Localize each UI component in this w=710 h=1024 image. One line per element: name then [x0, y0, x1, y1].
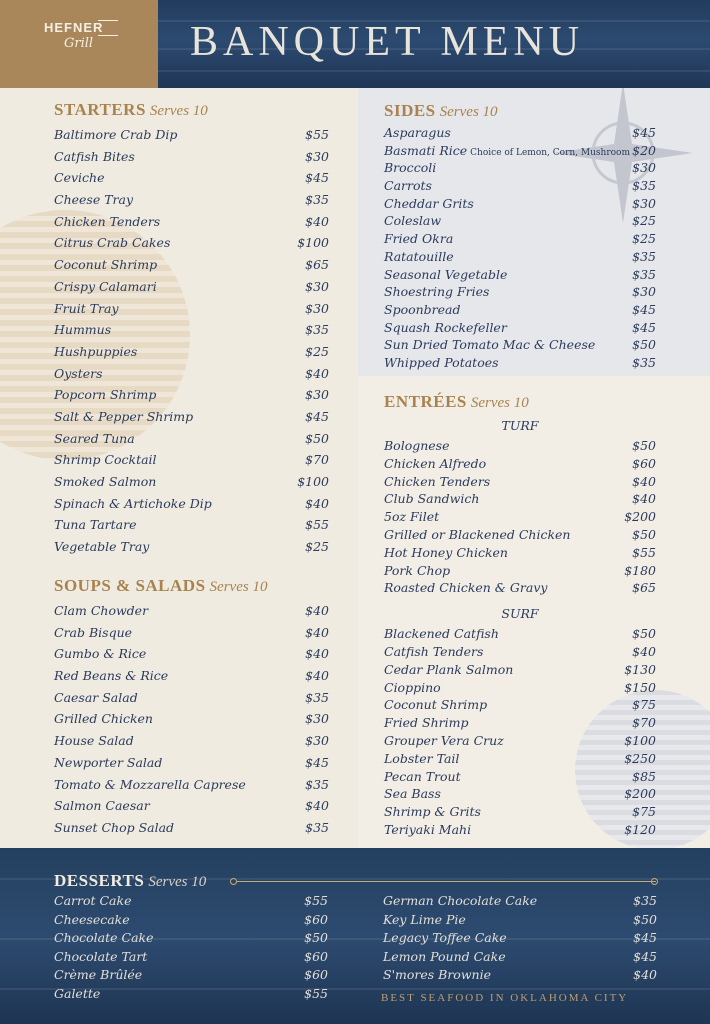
- menu-item: [384, 266, 656, 284]
- menu-item-name: Seasonal Vegetable: [384, 266, 508, 282]
- menu-item-name: Shrimp Cocktail: [54, 452, 157, 468]
- menu-item-name: Coconut Shrimp: [54, 257, 158, 273]
- menu-item-price: $25: [305, 539, 329, 555]
- menu-item-price: $30: [632, 160, 656, 176]
- desserts-section: [54, 871, 328, 1004]
- menu-item-name: Grilled or Blackened Chicken: [384, 526, 571, 542]
- menu-item: [54, 189, 329, 211]
- menu-item: [54, 406, 329, 428]
- menu-item-name: Cedar Plank Salmon: [384, 661, 514, 677]
- menu-item: [384, 625, 656, 643]
- menu-item-name: Caesar Salad: [54, 689, 138, 705]
- menu-item-price: $40: [633, 967, 657, 983]
- logo-lines-icon: [98, 20, 118, 36]
- menu-item: [383, 892, 657, 911]
- menu-item-price: $30: [305, 278, 329, 294]
- menu-item: [384, 177, 656, 195]
- menu-item-name: Club Sandwich: [384, 491, 480, 507]
- starters-section: [54, 100, 329, 558]
- menu-item-name: Basmati Rice: [384, 142, 468, 158]
- menu-item-name: Pecan Trout: [384, 768, 461, 784]
- menu-item-price: $40: [305, 798, 329, 814]
- menu-item-name: Roasted Chicken & Gravy: [384, 580, 548, 596]
- menu-item-name: Blackened Catfish: [384, 626, 499, 642]
- menu-item-price: $45: [632, 125, 656, 140]
- menu-item-name: House Salad: [54, 733, 134, 749]
- menu-item: [384, 248, 656, 266]
- menu-item-name: 5oz Filet: [384, 509, 440, 525]
- menu-item-price: $55: [305, 517, 329, 533]
- menu-item-price: $20: [632, 142, 656, 158]
- menu-item: [54, 384, 329, 406]
- menu-item-name: Ratatouille: [384, 248, 454, 264]
- menu-item-name: Tuna Tartare: [54, 517, 137, 533]
- section-title: DESSERTS Serves 10: [54, 871, 207, 890]
- entrees-section: [384, 392, 656, 839]
- menu-item-price: $60: [304, 911, 328, 927]
- menu-item: [384, 230, 656, 248]
- menu-item-name: Smoked Salmon: [54, 474, 157, 489]
- menu-item-name: Hushpuppies: [54, 343, 138, 359]
- menu-item-name: Cheese Tray: [54, 192, 134, 208]
- menu-item: [383, 966, 657, 985]
- menu-item-name: Tomato & Mozzarella Caprese: [54, 776, 246, 792]
- menu-item: [54, 514, 329, 536]
- menu-item-name: Clam Chowder: [54, 603, 149, 618]
- menu-item-name: Hot Honey Chicken: [384, 544, 508, 560]
- menu-item-name: Spinach & Artichoke Dip: [54, 495, 212, 511]
- menu-item-price: $45: [632, 301, 656, 317]
- menu-item: [54, 493, 329, 515]
- menu-item-price: $25: [632, 213, 656, 229]
- menu-item-name: Hummus: [54, 322, 112, 338]
- menu-item-price: $40: [305, 603, 329, 618]
- menu-item-name: Baltimore Crab Dip: [54, 127, 178, 142]
- menu-item-price: $55: [304, 985, 328, 1001]
- menu-item: [54, 622, 329, 644]
- menu-item: [384, 437, 656, 455]
- menu-item-name: Chicken Alfredo: [384, 455, 487, 471]
- menu-item-name: Crème Brûlée: [54, 967, 143, 983]
- menu-item: [383, 911, 657, 930]
- menu-item-price: $130: [624, 661, 656, 677]
- menu-item-note: Choice of Lemon, Corn, Mushroom: [470, 147, 630, 158]
- menu-item-price: $30: [305, 148, 329, 164]
- menu-item-name: Cheddar Grits: [384, 195, 474, 211]
- menu-item-name: Coleslaw: [384, 213, 442, 229]
- menu-item: [384, 283, 656, 301]
- menu-item-price: $35: [305, 192, 329, 208]
- menu-item: [384, 526, 656, 544]
- menu-item: [54, 966, 328, 985]
- menu-item: [54, 363, 329, 385]
- menu-item-price: $50: [305, 430, 329, 446]
- menu-item-name: Red Beans & Rice: [54, 668, 169, 684]
- menu-item: [54, 428, 329, 450]
- menu-item-price: $30: [632, 284, 656, 300]
- menu-item: [54, 985, 328, 1004]
- menu-item-price: $40: [305, 624, 329, 640]
- menu-item-name: Shoestring Fries: [384, 284, 490, 300]
- logo-sub-text: Grill: [64, 36, 94, 51]
- header-banner: [0, 0, 710, 88]
- logo: [0, 0, 158, 88]
- menu-item-name: Vegetable Tray: [54, 539, 150, 555]
- desserts-right-column: [383, 892, 657, 985]
- menu-item-price: $55: [304, 893, 328, 908]
- menu-item-price: $45: [632, 319, 656, 335]
- menu-item: [54, 892, 328, 911]
- menu-item-name: Ceviche: [54, 170, 105, 186]
- menu-item-price: $50: [632, 526, 656, 542]
- menu-item: [384, 643, 656, 661]
- menu-item: [54, 341, 329, 363]
- menu-item-name: Sunset Chop Salad: [54, 819, 175, 835]
- menu-item-name: Fruit Tray: [54, 300, 119, 316]
- menu-item-price: $30: [305, 387, 329, 403]
- menu-item: [384, 768, 656, 786]
- menu-item-name: Broccoli: [384, 160, 437, 176]
- menu-item-price: $50: [633, 911, 657, 927]
- menu-item-price: $35: [633, 893, 657, 908]
- menu-item-price: $150: [624, 679, 656, 695]
- menu-item-name: Key Lime Pie: [383, 911, 466, 927]
- menu-item-price: $50: [304, 930, 328, 946]
- menu-item-price: $40: [305, 668, 329, 684]
- menu-item-price: $45: [633, 948, 657, 964]
- menu-item: [384, 142, 656, 160]
- menu-item: [54, 752, 329, 774]
- menu-item: [54, 276, 329, 298]
- menu-item-name: Fried Shrimp: [384, 715, 469, 731]
- menu-item: [54, 929, 328, 948]
- menu-item-price: $30: [632, 195, 656, 211]
- menu-item-price: $100: [297, 235, 329, 251]
- menu-item-name: Catfish Tenders: [384, 643, 484, 659]
- menu-item-name: Sea Bass: [384, 786, 441, 802]
- menu-item-price: $100: [624, 732, 656, 748]
- menu-item-price: $65: [632, 580, 656, 596]
- soups-salads-section: [54, 576, 329, 839]
- menu-item: [384, 301, 656, 319]
- menu-item-price: $85: [632, 768, 656, 784]
- menu-item-price: $50: [632, 626, 656, 642]
- menu-item-price: $35: [632, 178, 656, 194]
- menu-item-price: $40: [632, 491, 656, 507]
- menu-item: [384, 212, 656, 230]
- menu-item-name: Squash Rockefeller: [384, 319, 507, 335]
- menu-item-price: $35: [305, 819, 329, 835]
- section-title: SOUPS & SALADS Serves 10: [54, 576, 268, 595]
- menu-item: [383, 929, 657, 948]
- menu-item: [384, 803, 656, 821]
- menu-item-price: $55: [305, 127, 329, 142]
- menu-item: [384, 714, 656, 732]
- menu-item-name: Seared Tuna: [54, 430, 135, 446]
- tagline: BEST SEAFOOD IN OKLAHOMA CITY: [381, 992, 629, 1004]
- menu-item-name: Chicken Tenders: [384, 473, 491, 489]
- menu-item-name: Sun Dried Tomato Mac & Cheese: [384, 337, 596, 353]
- menu-item: [384, 159, 656, 177]
- menu-item-name: Whipped Potatoes: [384, 354, 499, 370]
- menu-item-price: $250: [624, 750, 656, 766]
- menu-item-name: Asparagus: [384, 125, 451, 140]
- menu-item-price: $65: [305, 257, 329, 273]
- menu-item-price: $40: [305, 213, 329, 229]
- menu-item: [54, 911, 328, 930]
- menu-item-name: S'mores Brownie: [383, 967, 491, 983]
- menu-item-price: $45: [305, 170, 329, 186]
- menu-item-price: $40: [305, 495, 329, 511]
- menu-item-name: Gumbo & Rice: [54, 646, 147, 662]
- menu-item-price: $60: [304, 967, 328, 983]
- menu-item-name: German Chocolate Cake: [383, 893, 538, 908]
- menu-item: [54, 643, 329, 665]
- menu-item: [54, 254, 329, 276]
- menu-item-price: $45: [305, 408, 329, 424]
- menu-item: [54, 124, 329, 146]
- menu-item-name: Fried Okra: [384, 231, 454, 247]
- page-title: BANQUET MENU: [190, 19, 585, 65]
- section-title: STARTERS Serves 10: [54, 100, 208, 119]
- menu-item-name: Lobster Tail: [384, 750, 460, 766]
- menu-item-price: $35: [632, 248, 656, 264]
- menu-item: [54, 471, 329, 493]
- menu-item: [384, 732, 656, 750]
- logo-main-text: HEFNER: [44, 20, 104, 35]
- menu-item: [384, 696, 656, 714]
- menu-item-name: Chocolate Cake: [54, 930, 154, 946]
- menu-item: [54, 232, 329, 254]
- menu-item: [384, 195, 656, 213]
- menu-item: [54, 536, 329, 558]
- menu-item-price: $70: [305, 452, 329, 468]
- menu-item-name: Chocolate Tart: [54, 948, 148, 964]
- menu-item: [54, 211, 329, 233]
- menu-item-name: Cheesecake: [54, 911, 130, 927]
- menu-item: [384, 544, 656, 562]
- menu-item-price: $55: [632, 544, 656, 560]
- menu-item: [384, 579, 656, 597]
- menu-item-name: Catfish Bites: [54, 148, 135, 164]
- sides-section: [384, 101, 656, 372]
- menu-item-name: Cioppino: [384, 679, 441, 695]
- menu-item-name: Salmon Caesar: [54, 798, 150, 814]
- section-title: ENTRÉES Serves 10: [384, 392, 529, 411]
- menu-item: [54, 948, 328, 967]
- menu-item-name: Crispy Calamari: [54, 278, 157, 294]
- menu-item-price: $35: [632, 354, 656, 370]
- menu-item: [54, 795, 329, 817]
- menu-item: [384, 336, 656, 354]
- menu-item: [384, 455, 656, 473]
- menu-item-price: $35: [305, 322, 329, 338]
- menu-item-name: Bolognese: [384, 438, 450, 453]
- turf-subheading: TURF: [501, 418, 539, 433]
- menu-item-name: Carrot Cake: [54, 893, 132, 908]
- menu-item: [384, 785, 656, 803]
- menu-item-name: Coconut Shrimp: [384, 697, 488, 713]
- menu-item-name: Citrus Crab Cakes: [54, 235, 171, 251]
- menu-item: [54, 730, 329, 752]
- menu-item: [54, 319, 329, 341]
- menu-item-price: $60: [632, 455, 656, 471]
- menu-item: [383, 948, 657, 967]
- menu-item: [384, 354, 656, 372]
- menu-item-name: Grouper Vera Cruz: [384, 732, 504, 748]
- menu-item-price: $200: [624, 509, 656, 525]
- menu-item-price: $50: [632, 438, 656, 453]
- menu-item-name: Lemon Pound Cake: [383, 948, 506, 964]
- menu-item: [384, 473, 656, 491]
- menu-item-name: Spoonbread: [384, 301, 461, 317]
- menu-item: [384, 319, 656, 337]
- menu-item: [54, 146, 329, 168]
- menu-item: [54, 687, 329, 709]
- menu-item-name: Popcorn Shrimp: [54, 387, 157, 403]
- menu-item-price: $200: [624, 786, 656, 802]
- menu-item-name: Legacy Toffee Cake: [383, 930, 507, 946]
- section-title: SIDES Serves 10: [384, 101, 498, 120]
- menu-item: [384, 508, 656, 526]
- menu-item-name: Carrots: [384, 178, 432, 194]
- menu-item-price: $75: [632, 697, 656, 713]
- menu-item-name: Pork Chop: [384, 562, 451, 578]
- menu-item: [384, 661, 656, 679]
- divider-dot-icon: [651, 878, 658, 885]
- menu-item-name: Galette: [54, 985, 101, 1001]
- menu-item: [54, 167, 329, 189]
- menu-item-name: Crab Bisque: [54, 624, 133, 640]
- menu-item-name: Shrimp & Grits: [384, 804, 481, 820]
- menu-item-price: $30: [305, 300, 329, 316]
- menu-item: [384, 562, 656, 580]
- menu-item-name: Teriyaki Mahi: [384, 821, 472, 837]
- menu-item-name: Newporter Salad: [54, 754, 163, 770]
- menu-item-price: $120: [624, 821, 656, 837]
- menu-item: [54, 298, 329, 320]
- menu-item-price: $30: [305, 733, 329, 749]
- menu-item: [384, 821, 656, 839]
- menu-item: [384, 490, 656, 508]
- menu-item-price: $25: [305, 343, 329, 359]
- menu-item: [384, 750, 656, 768]
- menu-item-price: $40: [632, 473, 656, 489]
- menu-item-price: $45: [305, 754, 329, 770]
- menu-item: [54, 600, 329, 622]
- menu-item-price: $45: [633, 930, 657, 946]
- menu-item: [54, 817, 329, 839]
- menu-item-price: $40: [305, 365, 329, 381]
- menu-item-price: $40: [305, 646, 329, 662]
- menu-item-name: Chicken Tenders: [54, 213, 161, 229]
- menu-item-name: Grilled Chicken: [54, 711, 153, 727]
- menu-item-price: $35: [305, 776, 329, 792]
- menu-item-price: $100: [297, 474, 329, 489]
- menu-item-price: $30: [305, 711, 329, 727]
- menu-item-price: $50: [632, 337, 656, 353]
- menu-item: [384, 124, 656, 142]
- menu-item: [54, 449, 329, 471]
- menu-item-price: $25: [632, 231, 656, 247]
- menu-item-name: Salt & Pepper Shrimp: [54, 408, 194, 424]
- menu-item: [384, 679, 656, 697]
- menu-item-price: $75: [632, 804, 656, 820]
- menu-item-price: $35: [305, 689, 329, 705]
- menu-item-name: Oysters: [54, 365, 103, 381]
- menu-item-price: $35: [632, 266, 656, 282]
- menu-item-price: $60: [304, 948, 328, 964]
- menu-item-price: $180: [624, 562, 656, 578]
- menu-item: [54, 708, 329, 730]
- surf-subheading: SURF: [501, 606, 539, 622]
- menu-item: [54, 774, 329, 796]
- menu-item: [54, 665, 329, 687]
- menu-item-price: $70: [632, 715, 656, 731]
- menu-item-price: $40: [632, 643, 656, 659]
